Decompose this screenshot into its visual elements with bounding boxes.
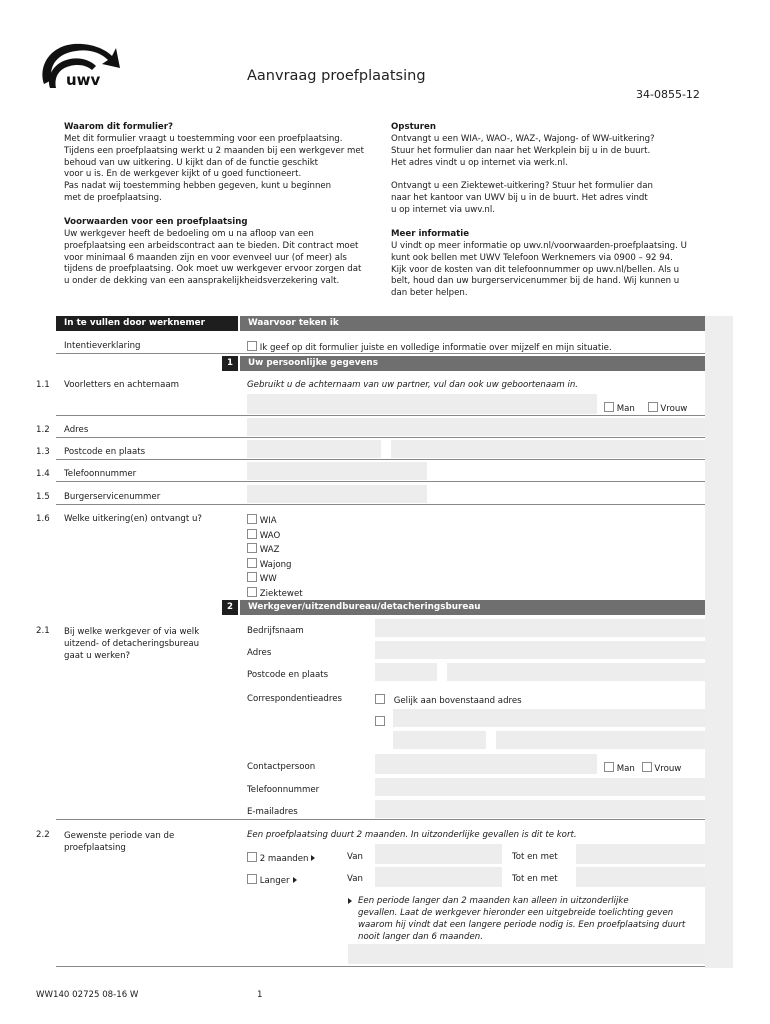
send-text-1: Ontvangt u een WIA-, WAO-, WAZ-, Wajong- of WW-uitkering? Stuur het formulier dan naar het Werkplein bij u in de buurt. Het adres vindt u op internet via werk.nl. — [391, 133, 655, 168]
corr-postcode-input[interactable] — [393, 731, 486, 749]
benefit-label: WIA — [259, 516, 277, 526]
vrouw-label: Vrouw — [660, 404, 688, 414]
q1-6-label: Welke uitkering(en) ontvangt u? — [64, 514, 202, 524]
q2-2-label: Gewenste periode van de proefplaatsing — [64, 831, 175, 853]
option-longer-label: Langer — [259, 876, 290, 886]
why-title: Waarom dit formulier? — [64, 122, 173, 132]
van-input-2[interactable] — [375, 867, 502, 887]
q1-2-label: Adres — [64, 425, 89, 435]
tot-input-2[interactable] — [576, 867, 705, 887]
page-side-strip — [705, 316, 733, 968]
q1-2-number: 1.2 — [36, 425, 50, 435]
option-longer[interactable] — [247, 874, 297, 888]
intro-left — [64, 122, 384, 288]
city-input[interactable] — [391, 440, 705, 458]
benefit-checkbox[interactable] — [247, 558, 257, 568]
conditions-title: Voorwaarden voor een proefplaatsing — [64, 217, 248, 228]
section-1-number: 1 — [222, 356, 238, 371]
divider — [56, 437, 705, 438]
contact-input[interactable] — [375, 754, 597, 774]
declaration-checkbox-text: Ik geef op dit formulier juiste en volledige informatie over mijzelf en mijn situatie. — [259, 343, 612, 353]
tot-input-1[interactable] — [576, 844, 705, 864]
employer-city-input[interactable] — [447, 663, 705, 681]
phone-input[interactable] — [247, 462, 427, 480]
q1-6-number: 1.6 — [36, 514, 50, 524]
man-label: Man — [616, 404, 635, 414]
q1-5-label: Burgerservicenummer — [64, 492, 161, 502]
employer-email-label: E-mailadres — [247, 807, 298, 817]
benefit-option[interactable] — [247, 587, 303, 602]
benefit-option[interactable] — [247, 514, 303, 529]
arrow-right-icon — [311, 855, 315, 861]
q1-1-hint: Gebruikt u de achternaam van uw partner, vul dan ook uw geboortenaam in. — [247, 380, 579, 390]
explanation-input[interactable] — [348, 944, 705, 964]
benefit-label: WW — [259, 574, 277, 584]
employer-postcode-label: Postcode en plaats — [247, 670, 329, 680]
tot-label: Tot en met — [512, 852, 558, 862]
van-input-1[interactable] — [375, 844, 502, 864]
bsn-input[interactable] — [247, 485, 427, 503]
section-2-number: 2 — [222, 600, 238, 615]
contact-man-checkbox[interactable] — [604, 762, 614, 772]
top-bar-left: In te vullen door werknemer — [56, 316, 238, 331]
option-2-months[interactable] — [247, 852, 315, 866]
declaration-label: Intentieverklaring — [64, 341, 141, 351]
contact-vrouw-label: Vrouw — [654, 764, 682, 774]
q2-2-number: 2.2 — [36, 830, 50, 840]
other-address-checkbox[interactable] — [375, 716, 385, 726]
address-input[interactable] — [247, 418, 705, 436]
benefit-options — [247, 514, 303, 601]
postcode-input[interactable] — [247, 440, 381, 458]
page-number: 1 — [257, 990, 263, 1000]
logo-text: uwv — [66, 71, 101, 89]
section-2-title: Werkgever/uitzendbureau/detacheringsbureau — [240, 600, 705, 615]
corr-address-label: Correspondentieadres — [247, 694, 342, 704]
q1-3-number: 1.3 — [36, 447, 50, 457]
corr-address-input[interactable] — [393, 709, 705, 727]
contact-vrouw-checkbox[interactable] — [642, 762, 652, 772]
divider — [56, 459, 705, 460]
q1-5-number: 1.5 — [36, 492, 50, 502]
contact-label: Contactpersoon — [247, 762, 316, 772]
uwv-logo — [36, 40, 120, 100]
intro-right — [391, 122, 711, 300]
name-input[interactable] — [247, 394, 597, 414]
other-address-row — [375, 716, 385, 730]
more-title: Meer informatie — [391, 229, 470, 240]
gender-options-2 — [604, 762, 681, 776]
q2-1-number: 2.1 — [36, 626, 50, 636]
q1-4-number: 1.4 — [36, 469, 50, 479]
corr-city-input[interactable] — [496, 731, 705, 749]
employer-address-label: Adres — [247, 648, 272, 658]
q2-1-label: Bij welke werkgever of via welk uitzend- of detacheringsbureau gaat u werken? — [64, 627, 200, 661]
benefit-checkbox[interactable] — [247, 529, 257, 539]
contact-man-label: Man — [616, 764, 635, 774]
employer-phone-input[interactable] — [375, 778, 705, 796]
same-address-checkbox[interactable] — [375, 694, 385, 704]
benefit-option[interactable] — [247, 572, 303, 587]
footer-code: WW140 02725 08-16 W — [36, 990, 139, 1000]
benefit-option[interactable] — [247, 529, 303, 544]
benefit-checkbox[interactable] — [247, 572, 257, 582]
employer-address-input[interactable] — [375, 641, 705, 659]
arrow-right-icon — [348, 898, 352, 904]
divider — [56, 415, 705, 416]
benefit-option[interactable] — [247, 543, 303, 558]
q2-2-hint: Een proefplaatsing duurt 2 maanden. In uitzonderlijke gevallen is dit te kort. — [247, 830, 577, 840]
divider — [56, 966, 705, 967]
section-1-title: Uw persoonlijke gegevens — [240, 356, 705, 371]
employer-postcode-input[interactable] — [375, 663, 437, 681]
tot-label: Tot en met — [512, 874, 558, 884]
van-label: Van — [347, 874, 363, 884]
q1-1-label: Voorletters en achternaam — [64, 380, 179, 390]
why-text: Met dit formulier vraagt u toestemming voor een proefplaatsing. Tijdens een proefplaatsing werkt u 2 maanden bij een werkgever met behoud van uw uitkering. U kijkt dan of de functie geschikt voor u is. En de werkgever kijkt of u goed functioneert. Pas nadat wij toestemming hebben gegeven, kunt u beginnen met de proefplaatsing. — [64, 133, 365, 204]
top-bar-right: Waarvoor teken ik — [240, 316, 705, 331]
arrow-right-icon — [293, 877, 297, 883]
send-title: Opsturen — [391, 122, 436, 132]
benefit-checkbox[interactable] — [247, 543, 257, 553]
note-arrow — [348, 897, 352, 909]
divider — [56, 353, 705, 354]
q1-4-label: Telefoonnummer — [64, 469, 137, 479]
benefit-label: WAZ — [259, 545, 280, 555]
company-input[interactable] — [375, 619, 705, 637]
divider — [56, 504, 705, 505]
divider — [56, 481, 705, 482]
benefit-label: WAO — [259, 530, 281, 541]
benefit-label: Ziektewet — [259, 588, 303, 599]
employer-email-input[interactable] — [375, 800, 705, 818]
q1-3-label: Postcode en plaats — [64, 447, 146, 457]
same-address-row — [375, 694, 522, 708]
declaration-checkbox[interactable] — [247, 341, 257, 351]
q1-1-number: 1.1 — [36, 380, 50, 390]
option-longer-checkbox[interactable] — [247, 874, 257, 884]
vrouw-checkbox[interactable] — [648, 402, 658, 412]
employer-phone-label: Telefoonnummer — [247, 785, 320, 795]
benefit-label: Wajong — [259, 559, 292, 570]
gender-options-1 — [604, 402, 687, 416]
divider — [56, 819, 705, 820]
option-2-months-checkbox[interactable] — [247, 852, 257, 862]
longer-period-note: Een periode langer dan 2 maanden kan alleen in uitzonderlijke gevallen. Laat de werkgever hieronder een uitgebreide toelichting geven waarom hij vindt dat een langere periode nodig is. Een proefplaatsing duurt nooit langer dan 6 maanden. — [358, 896, 686, 942]
man-checkbox[interactable] — [604, 402, 614, 412]
form-number: 34-0855-12 — [636, 88, 700, 101]
benefit-option[interactable] — [247, 558, 303, 573]
company-label: Bedrijfsnaam — [247, 626, 304, 636]
conditions-text: Uw werkgever heeft de bedoeling om u na afloop van een proefplaatsing een arbeidscontract aan te bieden. Dit contract moet voor minimaal 6 maanden zijn en voor evenveel uur (of meer) als tijdens de proefplaatsing. Ook moet uw werkgever ervoor zorgen dat u onder de dekking van een aansprakelijkheidsverzekering valt. — [64, 228, 362, 287]
option-2-months-label: 2 maanden — [259, 854, 309, 864]
benefit-checkbox[interactable] — [247, 587, 257, 597]
page-title: Aanvraag proefplaatsing — [247, 68, 426, 84]
benefit-checkbox[interactable] — [247, 514, 257, 524]
send-text-2: Ontvangt u een Ziektewet-uitkering? Stuur het formulier dan naar het kantoor van UWV bij u in de buurt. Het adres vindt u op internet via uwv.nl. — [391, 181, 653, 216]
van-label: Van — [347, 852, 363, 862]
same-address-label: Gelijk aan bovenstaand adres — [393, 696, 522, 706]
more-text: U vindt op meer informatie op uwv.nl/voorwaarden-proefplaatsing. U kunt ook bellen met UWV Telefoon Werknemers via 0900 – 92 94. Kijk voor de kosten van dit telefoonnummer op uwv.nl/bellen. Als u belt, houd dan uw burgerservicenummer bij de hand. Wij kunnen u dan beter helpen. — [391, 240, 687, 299]
